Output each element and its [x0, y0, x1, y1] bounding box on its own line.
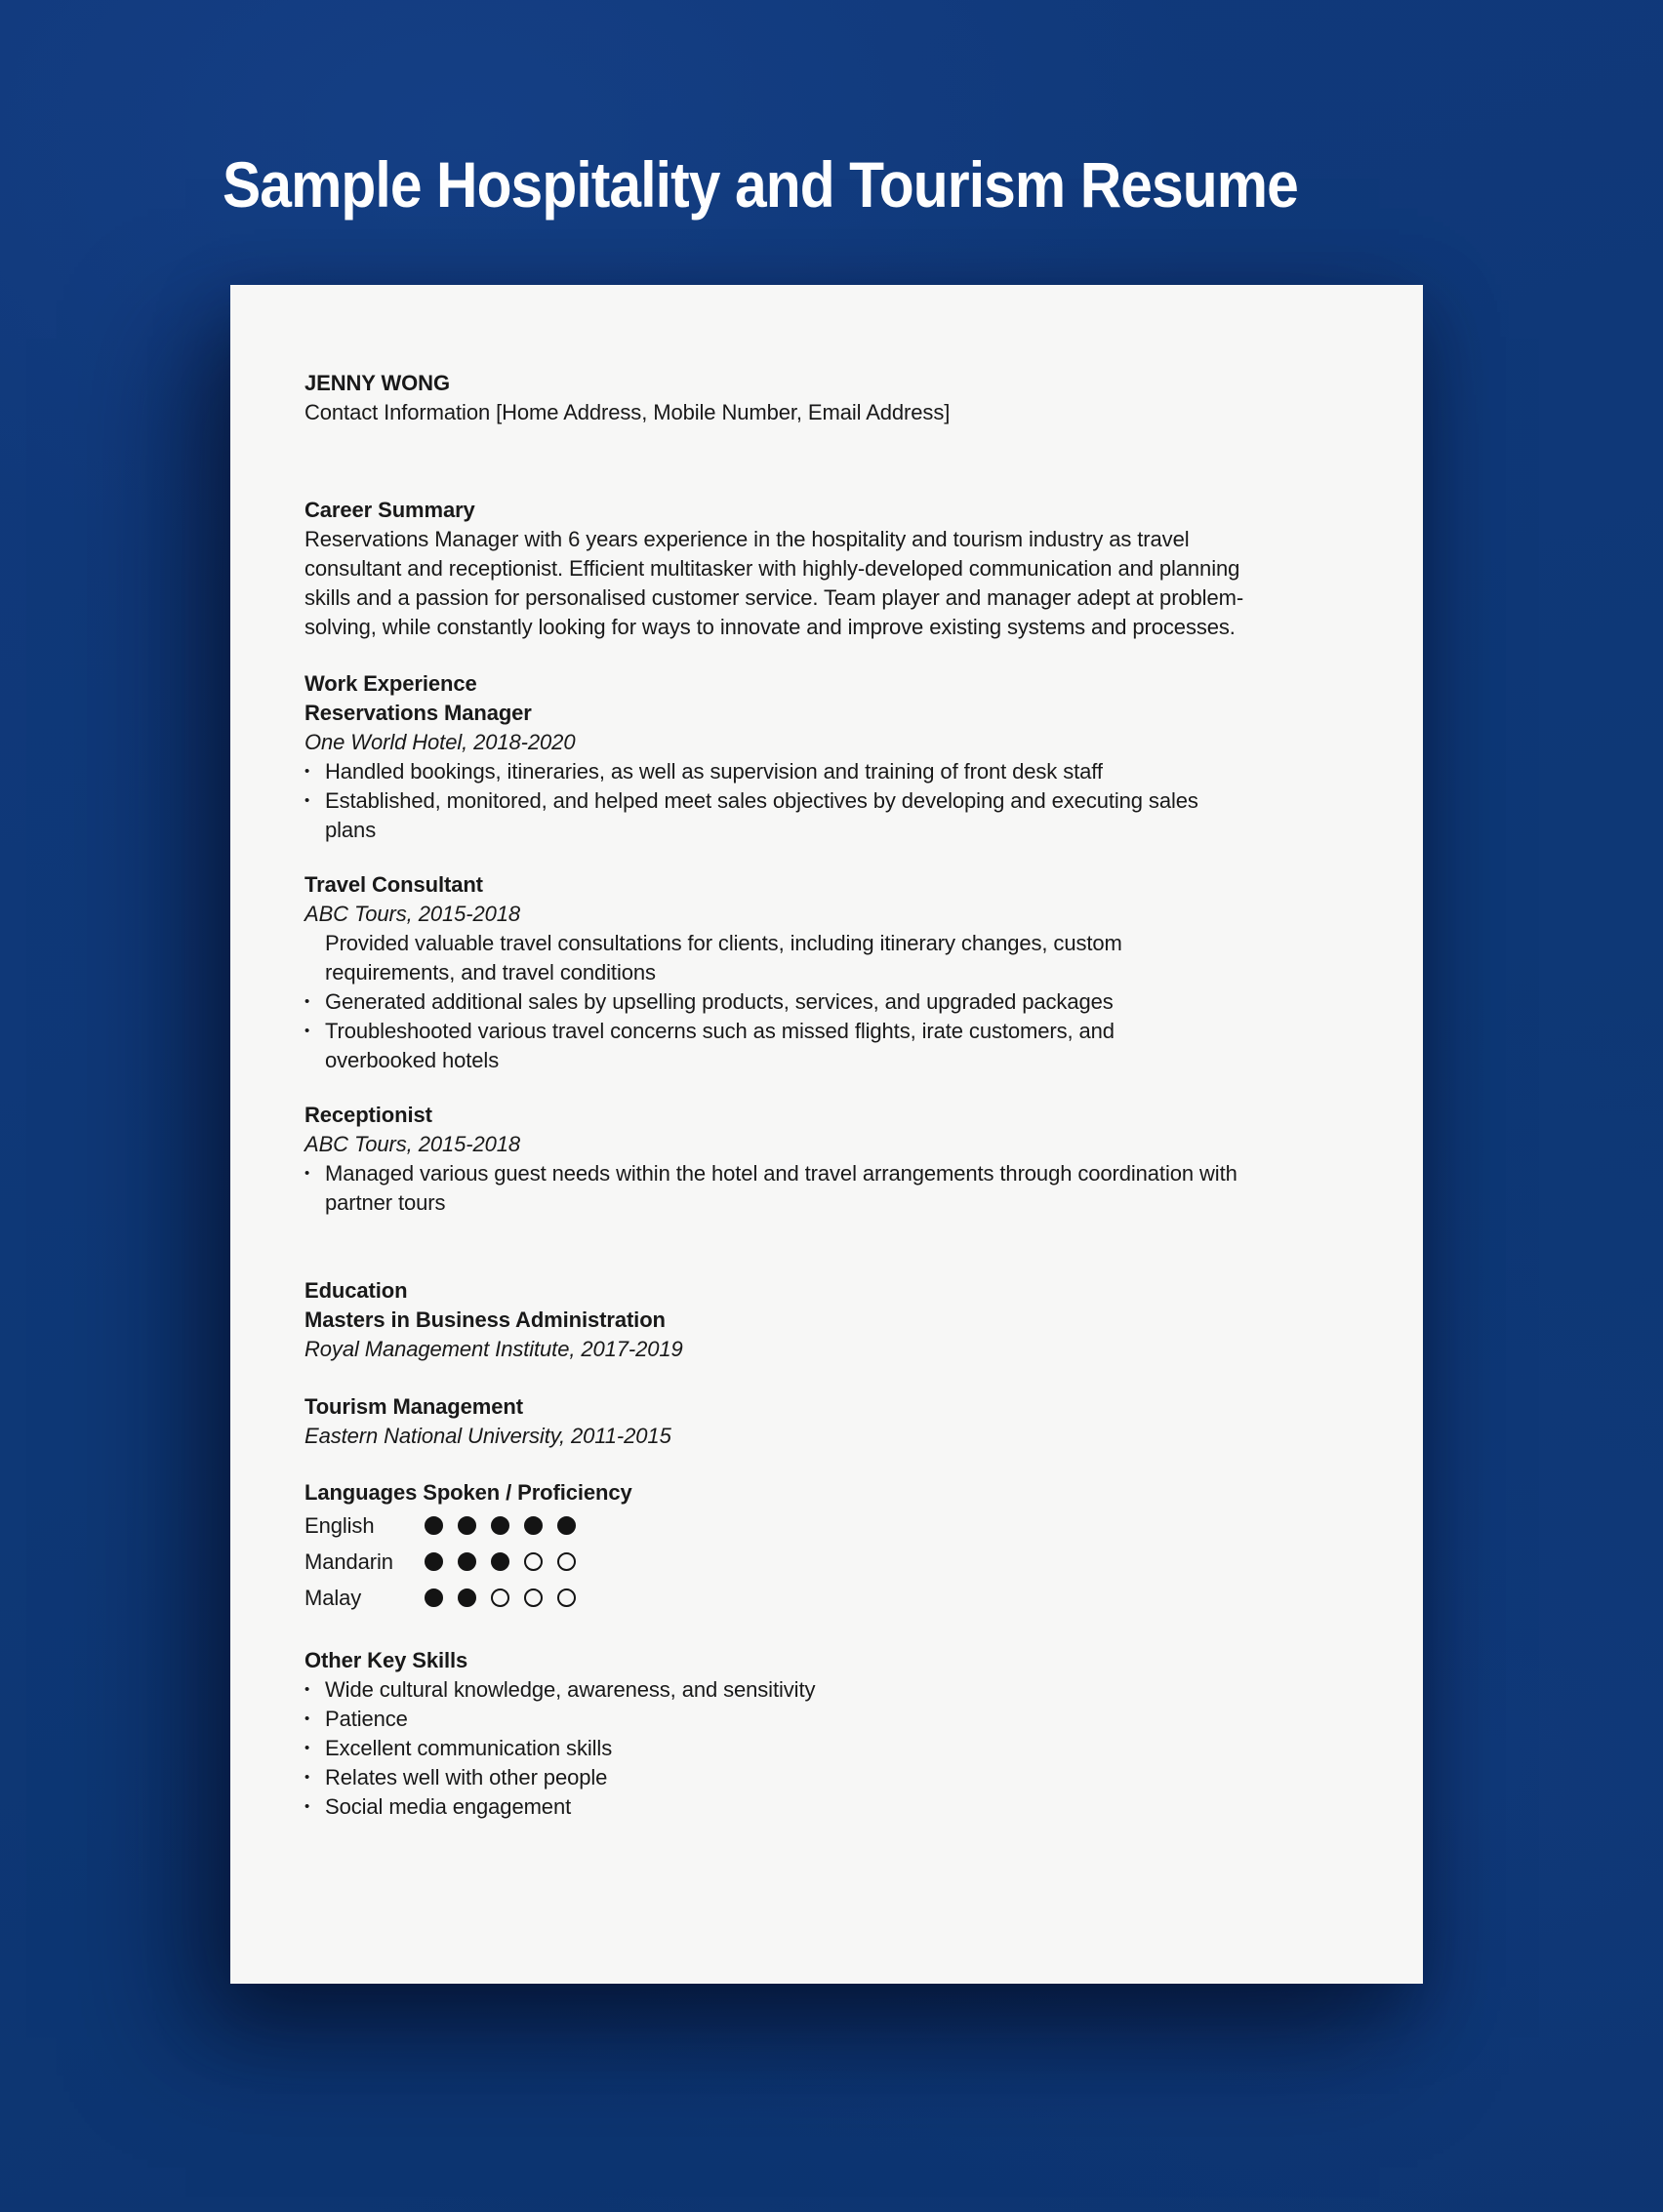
- bullet-item: [304, 1792, 1349, 1822]
- bullet-item: [304, 1675, 1349, 1705]
- proficiency-dots: [425, 1552, 576, 1571]
- career-summary-text: Reservations Manager with 6 years experience in the hospitality and tourism industry as travel consultant and receptionist. Efficient multitasker with highly-developed communication and planning skills and a passion for personalised customer service. Team player and manager adept at problem-solving, while constantly looking for ways to innovate and improve existing systems and processes.: [304, 527, 1244, 639]
- job-title: Travel Consultant: [304, 872, 483, 897]
- proficiency-dot-filled: [425, 1516, 443, 1535]
- proficiency-dot-filled: [425, 1552, 443, 1571]
- bullet-text: Established, monitored, and helped meet sales objectives by developing and executing sales plans: [325, 788, 1198, 842]
- job-title: Reservations Manager: [304, 701, 532, 725]
- proficiency-dot-filled: [425, 1589, 443, 1607]
- resume-document: [230, 285, 1423, 1984]
- section-education: [304, 1276, 1349, 1451]
- proficiency-dot-empty: [557, 1552, 576, 1571]
- candidate-name: JENNY WONG: [304, 371, 450, 395]
- bullet-item: [304, 1734, 1349, 1763]
- job-entry: [304, 699, 1349, 845]
- bullet-text: Provided valuable travel consultations for clients, including itinerary changes, custom requirements, and travel conditions: [325, 931, 1122, 985]
- section-work-experience: [304, 669, 1349, 1218]
- career-summary-heading: Career Summary: [304, 498, 475, 522]
- section-career-summary: [304, 496, 1349, 642]
- proficiency-dot-filled: [557, 1516, 576, 1535]
- languages-heading: Languages Spoken / Proficiency: [304, 1480, 632, 1505]
- language-label: Malay: [304, 1585, 362, 1610]
- school: Royal Management Institute, 2017-2019: [304, 1337, 683, 1361]
- bullet-text: Wide cultural knowledge, awareness, and sensitivity: [325, 1677, 816, 1702]
- job-entry: [304, 1101, 1349, 1218]
- bullet-item: [304, 1017, 1124, 1075]
- bullet-item: [304, 1159, 1261, 1218]
- bullet-marker: •: [304, 792, 310, 809]
- contact-info: Contact Information [Home Address, Mobile Number, Email Address]: [304, 400, 951, 424]
- proficiency-dot-filled: [458, 1589, 476, 1607]
- bullet-marker: •: [304, 993, 310, 1010]
- bullet-marker: •: [304, 1023, 310, 1039]
- bullet-text: Managed various guest needs within the hotel and travel arrangements through coordination with partner tours: [325, 1161, 1237, 1215]
- education-entry: [304, 1392, 1349, 1451]
- bullet-item: [304, 757, 1349, 786]
- bullet-marker: •: [304, 1165, 310, 1182]
- language-label: English: [304, 1512, 375, 1538]
- section-languages: [304, 1478, 1349, 1616]
- bullet-text: Patience: [325, 1707, 408, 1731]
- proficiency-dots: [425, 1589, 576, 1607]
- page-title: Sample Hospitality and Tourism Resume: [223, 148, 1298, 221]
- bullet-item: [304, 1705, 1349, 1734]
- work-experience-heading: Work Experience: [304, 671, 477, 696]
- school: Eastern National University, 2011-2015: [304, 1424, 671, 1448]
- proficiency-dot-filled: [524, 1516, 543, 1535]
- proficiency-dot-empty: [524, 1552, 543, 1571]
- bullet-marker: •: [304, 1681, 310, 1698]
- bullet-text: Excellent communication skills: [325, 1736, 613, 1760]
- job-list: [304, 699, 1349, 1218]
- bullet-item: [304, 987, 1349, 1017]
- bullet-marker: •: [304, 1798, 310, 1815]
- bullet-item: [304, 786, 1222, 845]
- proficiency-dot-empty: [524, 1589, 543, 1607]
- proficiency-dot-filled: [458, 1552, 476, 1571]
- job-company: ABC Tours, 2015-2018: [304, 1132, 520, 1156]
- bullet-text: Troubleshooted various travel concerns such as missed flights, irate customers, and overbooked hotels: [325, 1019, 1115, 1072]
- language-row: [304, 1580, 1349, 1616]
- section-other-key-skills: [304, 1646, 1349, 1822]
- bullet-item: [304, 1763, 1349, 1792]
- name-block: [304, 369, 1349, 427]
- bullet-item-no-marker: [304, 929, 1183, 987]
- education-entry: [304, 1306, 1349, 1364]
- bullet-text: Handled bookings, itineraries, as well as supervision and training of front desk staff: [325, 759, 1103, 784]
- language-row: [304, 1544, 1349, 1580]
- bullet-marker: •: [304, 763, 310, 780]
- degree: Tourism Management: [304, 1394, 523, 1419]
- education-heading: Education: [304, 1278, 408, 1303]
- proficiency-dots: [425, 1516, 576, 1535]
- language-label: Mandarin: [304, 1548, 393, 1574]
- degree: Masters in Business Administration: [304, 1307, 666, 1332]
- bullet-text: Social media engagement: [325, 1794, 572, 1819]
- proficiency-dot-empty: [491, 1589, 509, 1607]
- job-entry: [304, 870, 1349, 1075]
- bullet-marker: •: [304, 1769, 310, 1786]
- proficiency-dot-empty: [557, 1589, 576, 1607]
- other-skills-heading: Other Key Skills: [304, 1648, 468, 1672]
- bullet-text: Relates well with other people: [325, 1765, 608, 1790]
- bullet-marker-empty: [304, 929, 325, 987]
- proficiency-dot-filled: [491, 1516, 509, 1535]
- language-row: [304, 1508, 1349, 1544]
- job-company: ABC Tours, 2015-2018: [304, 902, 520, 926]
- bullet-marker: •: [304, 1710, 310, 1727]
- job-title: Receptionist: [304, 1103, 432, 1127]
- bullet-text: Generated additional sales by upselling products, services, and upgraded packages: [325, 989, 1114, 1014]
- job-company: One World Hotel, 2018-2020: [304, 730, 576, 754]
- bullet-marker: •: [304, 1740, 310, 1756]
- proficiency-dot-filled: [491, 1552, 509, 1571]
- proficiency-dot-filled: [458, 1516, 476, 1535]
